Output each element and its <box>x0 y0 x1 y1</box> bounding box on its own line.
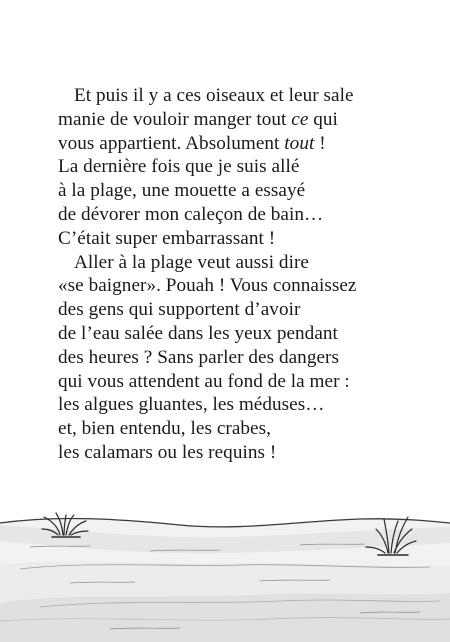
text-line <box>58 274 403 298</box>
text-line <box>58 298 403 322</box>
beach-dunes-illustration <box>0 495 450 642</box>
italic-word: ce <box>291 108 309 130</box>
text-segment: les algues gluantes, les méduses… <box>58 394 325 416</box>
text-line <box>58 346 403 370</box>
text-segment: des heures ? Sans parler des dangers <box>58 346 339 368</box>
text-line <box>58 179 403 203</box>
text-segment: de dévorer mon caleçon de bain… <box>58 203 324 225</box>
text-segment: La dernière fois que je suis allé <box>58 156 300 178</box>
text-line <box>58 203 403 227</box>
text-segment: qui <box>308 108 338 130</box>
text-line <box>58 322 403 346</box>
story-text <box>58 84 403 465</box>
text-segment: Et puis il y a ces oiseaux et leur sale <box>74 85 354 106</box>
text-segment: et, bien entendu, les crabes, <box>58 418 271 440</box>
text-line <box>58 155 403 179</box>
text-line <box>58 108 403 132</box>
text-segment: à la plage, une mouette a essayé <box>58 180 306 202</box>
italic-word: tout <box>284 132 315 154</box>
text-segment: Aller à la plage veut aussi dire <box>74 251 309 273</box>
text-segment: manie de vouloir manger tout <box>58 108 292 130</box>
text-segment: ! <box>314 132 326 154</box>
text-segment: «se baigner». Pouah ! Vous connaissez <box>58 275 357 297</box>
text-line <box>58 393 403 417</box>
text-line <box>58 370 403 394</box>
text-line <box>58 84 403 108</box>
text-segment: C’était super embarrassant ! <box>58 227 276 249</box>
text-segment: des gens qui supportent d’avoir <box>58 299 301 321</box>
text-segment: vous appartient. Absolument <box>58 132 285 154</box>
text-line <box>58 441 403 465</box>
text-line <box>58 251 403 275</box>
text-segment: qui vous attendent au fond de la mer : <box>58 370 350 392</box>
text-line <box>58 417 403 441</box>
text-segment: les calamars ou les requins ! <box>58 441 277 463</box>
text-segment: de l’eau salée dans les yeux pendant <box>58 322 338 344</box>
foreground-dune <box>0 593 450 642</box>
text-line <box>58 227 403 251</box>
text-line <box>58 132 403 156</box>
